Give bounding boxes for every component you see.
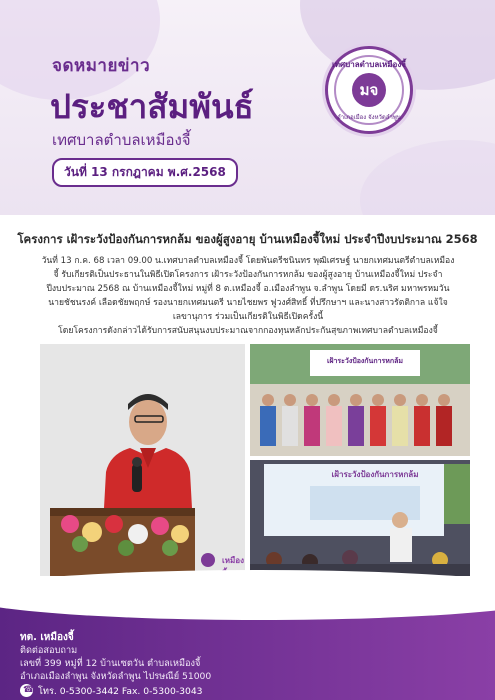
speaker-illustration: [40, 344, 245, 576]
header-banner: [0, 0, 495, 215]
page-subtitle: เทศบาลตำบลเหมืองจี้: [52, 131, 191, 149]
footer-phone[interactable]: โทร. 0-5300-3442 Fax. 0-5300-3043: [38, 686, 203, 697]
article-line: วันที่ 13 ก.ค. 68 เวลา 09.00 น.เทศบาลตำบลเหมืองจี้ โดยพันตรีชนินทร พุฒิเศรษฐ์ นายกเทศมนตรีตำบลเหมือง: [41, 256, 455, 266]
photo-watermark: เหมือง: [222, 556, 244, 565]
article-line: โดยโครงการดังกล่าวได้รับการสนับสนุนงบประมาณจากกองทุนหลักประกันสุขภาพเทศบาลตำบลเหมืองจี้: [58, 326, 438, 336]
footer: [0, 590, 495, 700]
decor-blob: [360, 140, 495, 215]
photo-speaker: [40, 344, 245, 576]
article-headline: โครงการ เฝ้าระวังป้องกันการหกล้ม ของผู้สูงอายุ บ้านเหมืองจี้ใหม่ ประจำปีงบประมาณ 2568: [17, 232, 478, 246]
article-body: [38, 254, 458, 338]
photo-group: [250, 344, 470, 456]
footer-address-line2: อำเภอเมืองลำพูน จังหวัดลำพูน ไปรษณีย์ 51000: [20, 671, 212, 682]
article-line: จี้ รับเกียรติเป็นประธานในพิธีเปิดโครงการ เฝ้าระวังป้องกันการหกล้ม ของผู้สูงอายุ บ้านเหมืองจี้ใหม่ ประจำ: [53, 270, 443, 280]
phone-icon: ☎: [20, 684, 33, 697]
footer-arc: [0, 570, 495, 620]
date-badge: วันที่ 13 กรกฎาคม พ.ศ.2568: [52, 158, 238, 187]
article-line: เลขานุการ ร่วมเป็นเกียรติในพิธีเปิดครั้งนี้: [172, 312, 324, 322]
municipality-logo: [325, 46, 413, 134]
article-line: ปีงบประมาณ 2568 ณ บ้านเหมืองจี้ใหม่ หมู่ที่ 8 ต.เหมืองจี้ อ.เมืองลำพูน จ.ลำพูน โดยมี ดร.นริศ มหาพรหมวัน: [46, 284, 450, 294]
photo-presentation: [250, 460, 470, 576]
slide-title: เฝ้าระวังป้องกันการหกล้ม: [331, 470, 419, 479]
logo-bottom-text: อำเภอเมือง จังหวัดลำพูน: [337, 114, 401, 121]
page-title: ประชาสัมพันธ์: [50, 87, 254, 126]
footer-org: ทต. เหมืองจี้: [20, 632, 74, 643]
logo-core: มจ: [352, 73, 386, 107]
newsletter-label: จดหมายข่าว: [52, 56, 151, 76]
footer-contact-label: ติดต่อสอบถาม: [20, 645, 78, 656]
photo-banner-text: เฝ้าระวังป้องกันการหกล้ม: [326, 357, 404, 365]
article-line: นายชัชนรงค์ เลือดชัยพฤกษ์ รองนายกเทศมนตรี นายไชยพร ฟูวงศ์สิทธิ์ ที่ปรึกษาฯ และนางสาวรัตติกาล แจ้ใจ: [48, 298, 448, 308]
logo-top-text: เทศบาลตำบลเหมืองจี้: [332, 60, 406, 69]
footer-address-line1: เลขที่ 399 หมู่ที่ 12 บ้านเซตวัน ตำบลเหมืองจี้: [20, 658, 201, 669]
